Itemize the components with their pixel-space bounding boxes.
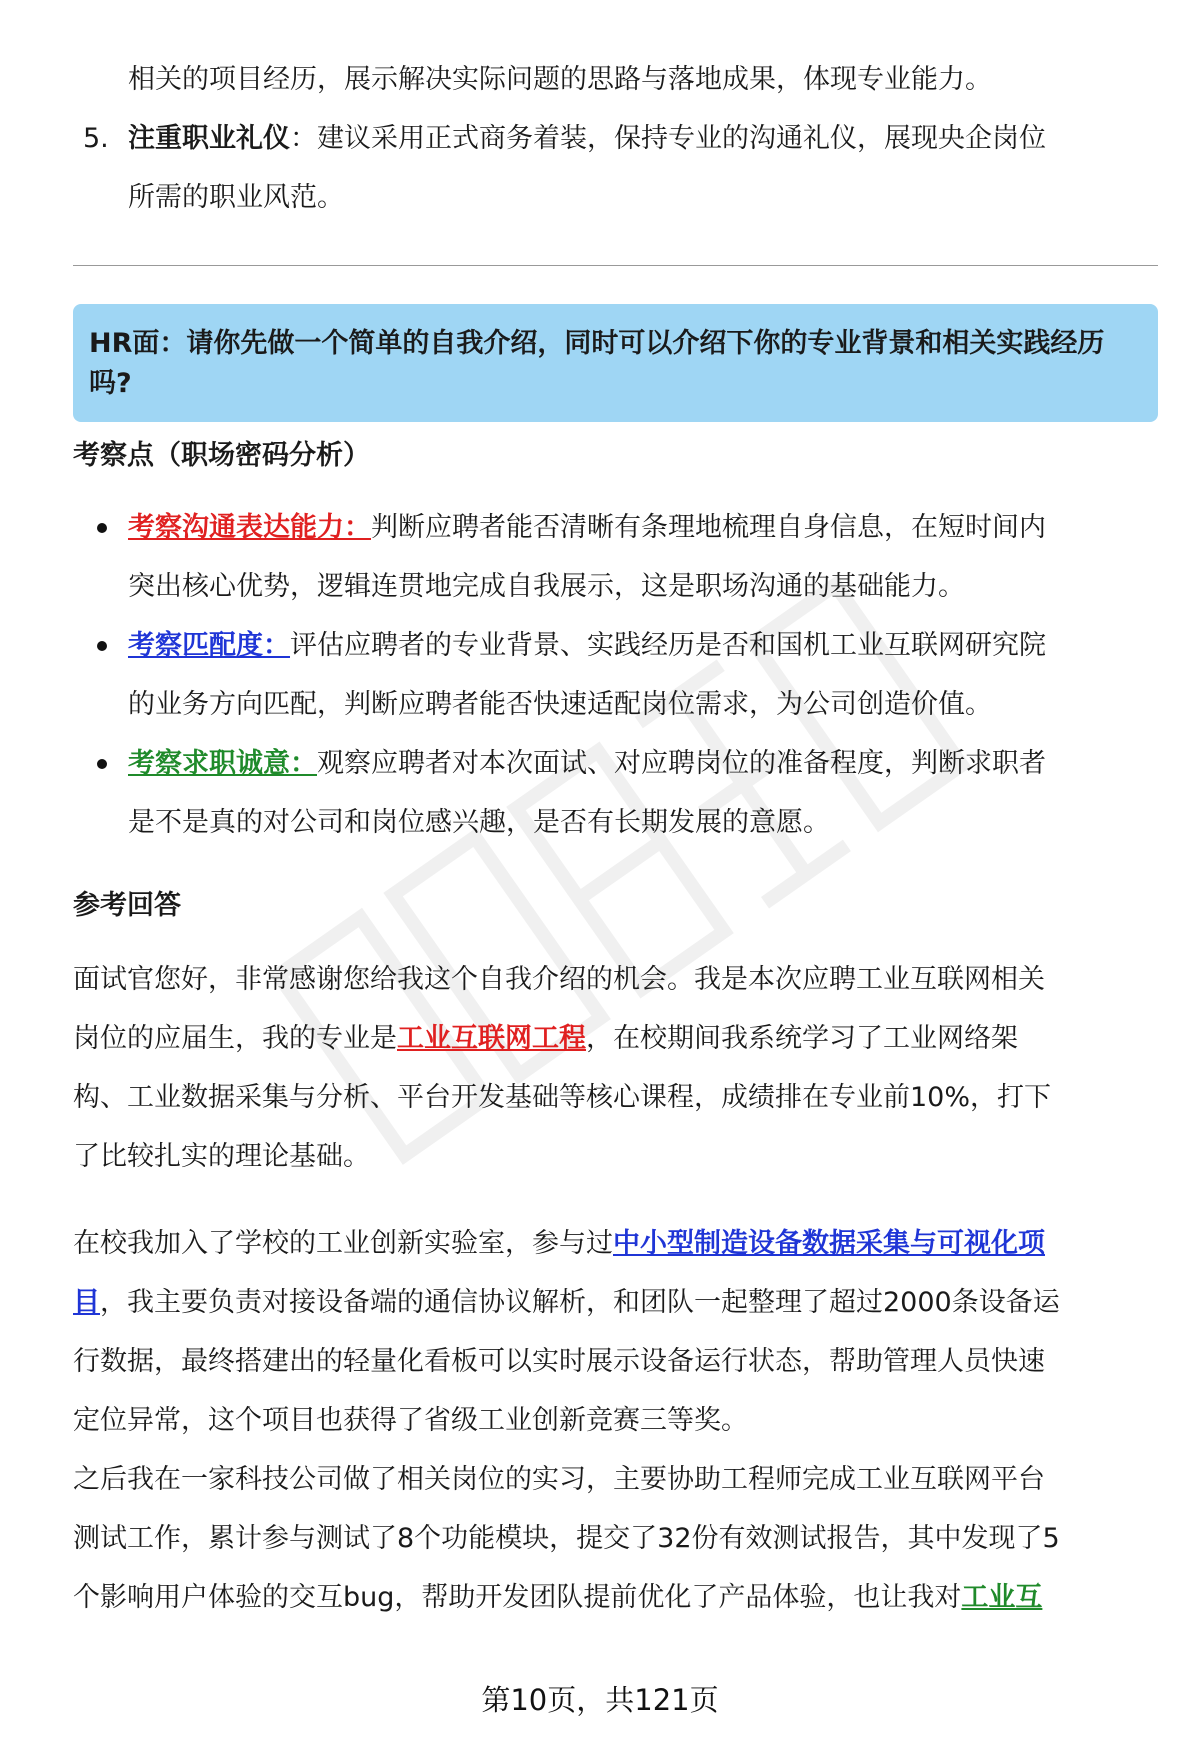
- page-footer: 第10页，共121页: [481, 1683, 719, 1717]
- assessment-text-cont: 突出核心优势，逻辑连贯地完成自我展示，这是职场沟通的基础能力。: [128, 571, 965, 602]
- assessment-text: 判断应聘者能否清晰有条理地梳理自身信息，在短时间内: [371, 512, 1046, 543]
- answer-text: ，在校期间我系统学习了工业网络架: [586, 1023, 1018, 1054]
- assessment-item-communication: [73, 498, 1158, 616]
- keyword-project-cont: 目: [73, 1287, 100, 1318]
- bullet-icon: [97, 641, 107, 651]
- question-text: HR面：请你先做一个简单的自我介绍，同时可以介绍下你的专业背景和相关实践经历吗?: [89, 328, 1105, 399]
- assessment-label: 考察沟通表达能力：: [128, 512, 371, 543]
- section-divider: [73, 265, 1158, 266]
- keyword-industrial: 工业互: [961, 1582, 1043, 1613]
- assessment-text-cont: 的业务方向匹配，判断应聘者能否快速适配岗位需求，为公司创造价值。: [128, 689, 992, 720]
- answer-line: 之后我在一家科技公司做了相关岗位的实习，主要协助工程师完成工业互联网平台: [73, 1464, 1045, 1495]
- answer-line: 测试工作，累计参与测试了8个功能模块，提交了32份有效测试报告，其中发现了5: [73, 1523, 1060, 1554]
- assessment-label: 考察匹配度：: [128, 630, 290, 661]
- list-item-colon: ：: [290, 123, 317, 154]
- bullet-icon: [97, 523, 107, 533]
- answer-line: [73, 1214, 1158, 1273]
- answer-line: 行数据，最终搭建出的轻量化看板可以实时展示设备运行状态，帮助管理人员快速: [73, 1346, 1045, 1377]
- answer-line: [73, 1568, 1158, 1627]
- assessment-label: 考察求职诚意：: [128, 748, 317, 779]
- answer-text: ，我主要负责对接设备端的通信协议解析，和团队一起整理了超过2000条设备运: [100, 1287, 1060, 1318]
- answer-paragraph-2: [73, 1214, 1158, 1450]
- answer-text: 岗位的应届生，我的专业是: [73, 1023, 397, 1054]
- answer-text: 个影响用户体验的交互bug，帮助开发团队提前优化了产品体验，也让我对: [73, 1582, 962, 1613]
- answer-line: [73, 1009, 1158, 1068]
- answer-paragraph-1: [73, 950, 1158, 1186]
- assessment-list: [73, 498, 1158, 852]
- answer-line: 了比较扎实的理论基础。: [73, 1141, 370, 1172]
- question-box: [73, 304, 1158, 422]
- answer-line: 面试官您好，非常感谢您给我这个自我介绍的机会。我是本次应聘工业互联网相关: [73, 964, 1045, 995]
- list-item-title: 注重职业礼仪: [128, 123, 290, 154]
- list-item-continuation: 相关的项目经历，展示解决实际问题的思路与落地成果，体现专业能力。: [128, 64, 992, 95]
- assessment-item-sincerity: [73, 734, 1158, 852]
- document-body: [73, 50, 1158, 1627]
- bullet-icon: [97, 759, 107, 769]
- assessment-text: 观察应聘者对本次面试、对应聘岗位的准备程度，判断求职者: [317, 748, 1046, 779]
- list-number: 5.: [83, 123, 109, 154]
- list-item-text: 建议采用正式商务着装，保持专业的沟通礼仪，展现央企岗位: [317, 123, 1046, 154]
- answer-paragraph-3: [73, 1450, 1158, 1627]
- assessment-item-match: [73, 616, 1158, 734]
- answer-line: [73, 1273, 1158, 1332]
- answer-line: 构、工业数据采集与分析、平台开发基础等核心课程，成绩排在专业前10%，打下: [73, 1082, 1052, 1113]
- keyword-major: 工业互联网工程: [397, 1023, 586, 1054]
- answer-line: 定位异常，这个项目也获得了省级工业创新竞赛三等奖。: [73, 1405, 748, 1436]
- assessment-text: 评估应聘者的专业背景、实践经历是否和国机工业互联网研究院: [290, 630, 1046, 661]
- assessment-text-cont: 是不是真的对公司和岗位感兴趣，是否有长期发展的意愿。: [128, 807, 830, 838]
- keyword-project: 中小型制造设备数据采集与可视化项: [613, 1228, 1045, 1259]
- list-item-text-cont: 所需的职业风范。: [128, 182, 344, 213]
- answer-text: 在校我加入了学校的工业创新实验室，参与过: [73, 1228, 613, 1259]
- assessment-heading: 考察点（职场密码分析）: [73, 440, 370, 471]
- numbered-list-item-5: [73, 109, 1158, 227]
- answer-heading: 参考回答: [73, 890, 181, 921]
